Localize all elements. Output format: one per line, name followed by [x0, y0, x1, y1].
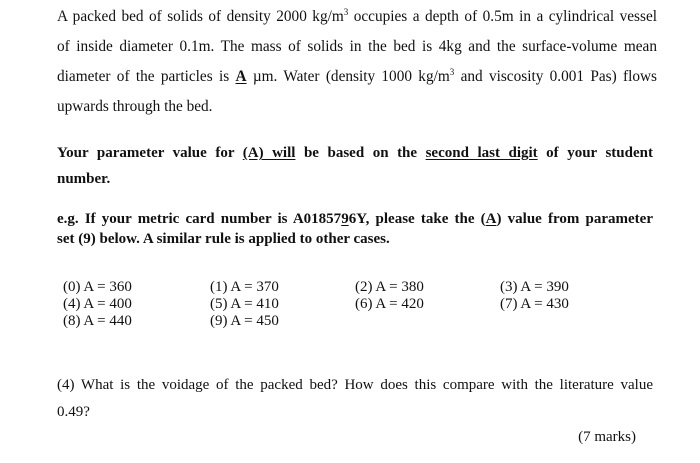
- problem-line-3: diameter of the particles is A µm. Water (density 1000 $kg/m^3$ and viscosity 0.001 Pas) flows: [57, 67, 658, 85]
- parameter-set-0: (0) A = 360: [63, 279, 132, 295]
- parameter-set-1: (1) A = 370: [210, 279, 279, 295]
- example-digit: 9: [341, 211, 349, 227]
- parameter-a-symbol: A: [235, 68, 247, 85]
- example-line-2: set (9) below. A similar rule is applied to other cases.: [57, 231, 390, 247]
- problem-line-2: of inside diameter 0.1m. The mass of solids in the bed is 4kg and the surface-volume mean: [57, 38, 657, 55]
- instruction-line-1: Your parameter value for (A) will be based on the second last digit of your student: [57, 145, 653, 161]
- parameter-set-6: (6) A = 420: [355, 296, 424, 312]
- parameter-instruction: [57, 140, 653, 192]
- problem-statement: [57, 2, 657, 122]
- parameter-set-4: (4) A = 400: [63, 296, 132, 312]
- parameter-column-1: [63, 279, 132, 330]
- problem-line-4: upwards through the bed.: [57, 98, 213, 115]
- question-line-2: 0.49?: [57, 404, 90, 420]
- example-line-1: e.g. If your metric card number is A0185796Y, please take the (A) value from parameter: [57, 211, 653, 227]
- parameter-set-9: (9) A = 450: [210, 313, 279, 329]
- parameter-set-7: (7) A = 430: [500, 296, 569, 312]
- parameter-column-4: [500, 279, 569, 313]
- question-line-1: (4) What is the voidage of the packed bed? How does this compare with the literature value: [57, 377, 653, 393]
- marks-label: (7 marks): [578, 429, 636, 445]
- parameter-set-2: (2) A = 380: [355, 279, 424, 295]
- instruction-line-2: number.: [57, 171, 111, 187]
- second-last-digit-emphasis: second last digit: [425, 145, 538, 161]
- parameter-column-3: [355, 279, 424, 313]
- parameter-column-2: [210, 279, 279, 330]
- example-instruction: [57, 209, 653, 249]
- question-4: [57, 372, 653, 426]
- parameter-set-3: (3) A = 390: [500, 279, 569, 295]
- parameter-set-5: (5) A = 410: [210, 296, 279, 312]
- parameter-set-8: (8) A = 440: [63, 313, 132, 329]
- problem-line-1: A packed bed of solids of density 2000 $kg/m^3$ occupies a depth of 0.5m in a cylindrical vessel: [57, 7, 657, 25]
